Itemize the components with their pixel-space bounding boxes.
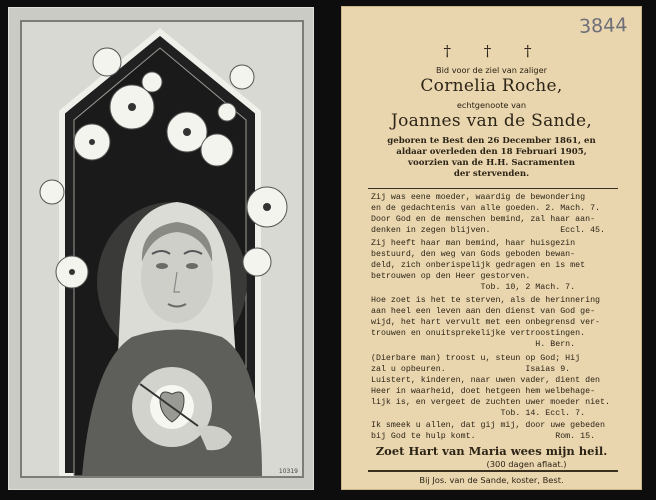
divider-bottom: [368, 470, 618, 472]
text-block-3: Hoe zoet is het te sterven, als de herinnering aan heel een leven aan den dienst van God ge- wijd, het hart vervult met een onbegrensd ver- trouwen en onuitsprekelijke vertroostingen. H. Bern.: [371, 296, 601, 349]
text-block-5: Ik smeek u allen, dat gij mij, door uwe gebeden bij God te hulp komt. Rom. 15.: [371, 421, 606, 441]
three-crosses: † † †: [443, 42, 546, 60]
face: [141, 231, 213, 323]
indulgence: (300 dagen aflaat.): [486, 459, 567, 469]
bio-line-3: voorzien van de H.H. Sacramenten: [408, 158, 575, 168]
text-block-4: (Dierbare man) troost u, steun op God; Hij zal u opbeuren. Isaias 9. Luistert, kinderen, naar uwen vader, dient den Heer in waarheid, doet hetgeen hem welbehage- lijk is, en vergeet de zuchten uwer moeder niet. Tob. 14. Eccl. 7.: [371, 354, 610, 418]
madonna-illustration: [22, 22, 302, 476]
holy-card-image-side: [8, 7, 314, 490]
printer-line: Bij Jos. van de Sande, koster, Best.: [419, 475, 564, 485]
text-block-1: Zij was eene moeder, waardig de bewondering en de gedachtenis van alle goeden. 2. Mach. 7. Door God en de menschen bemind, zal haar aan- denken in zegen blijven. Eccl. 45.: [371, 193, 606, 235]
spouse-name: Joannes van de Sande,: [390, 111, 593, 131]
image-frame: [20, 20, 304, 478]
divider-top: [368, 188, 618, 189]
motto: Zoet Hart van Maria wees mijn heil.: [375, 444, 608, 458]
bio-line-4: der stervenden.: [453, 169, 530, 179]
pray-line: Bid voor de ziel van zaliger: [436, 65, 547, 75]
spouse-intro: echtgenoote van: [456, 100, 527, 110]
text-block-2: Zij heeft haar man bemind, haar huisgezin bestuurd, den weg van Gods geboden bewan- deld, zich onberispelijk gedragen en is met betrouwen op den Heer gestorven. Tob. 10, 2 Mach. 7.: [371, 239, 586, 292]
deceased-name: Cornelia Roche,: [420, 76, 563, 96]
print-number: 10319: [278, 468, 298, 475]
memorial-card-text-side: [341, 6, 642, 490]
archive-number: 3844: [578, 14, 628, 38]
bio-line-1: geboren te Best den 26 December 1861, en: [387, 136, 596, 146]
bio-line-2: aldaar overleden den 18 Februari 1905,: [396, 147, 587, 157]
